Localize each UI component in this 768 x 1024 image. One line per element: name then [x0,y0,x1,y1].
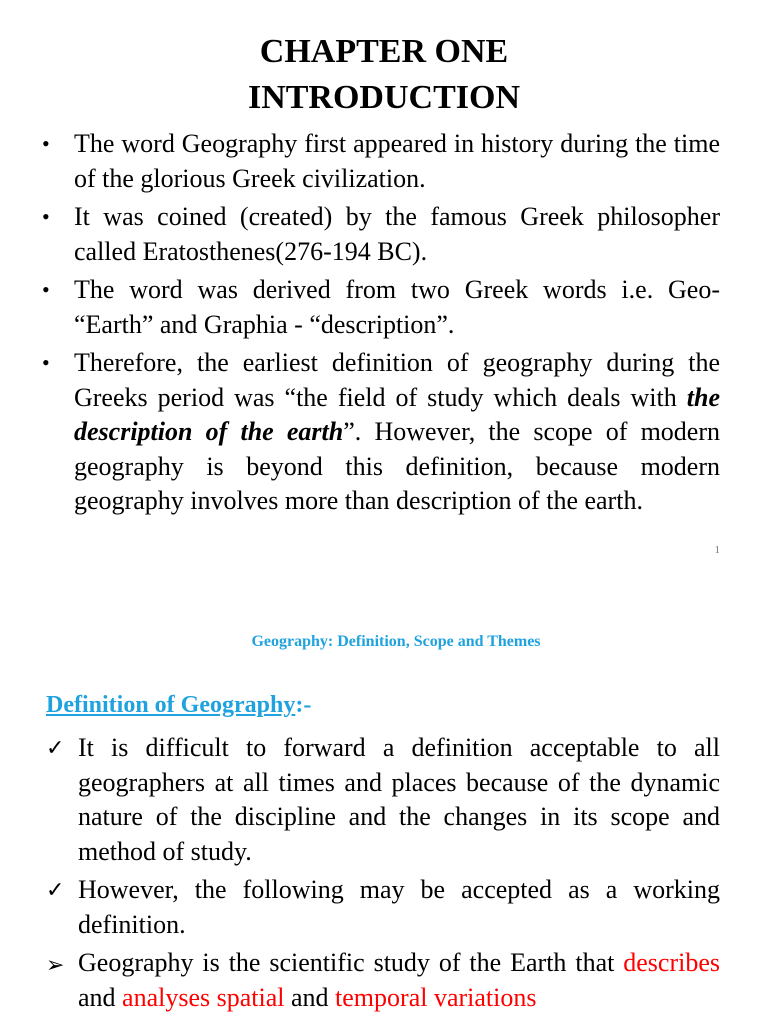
bullet-text-part: ”. However, the scope of modern geography is beyond this definition, because modern geography involves more than description of the earth. [74,417,720,515]
check-text: However, the following may be accepted as a working definition. [78,875,720,939]
definition-heading-link[interactable]: Definition of Geography [46,692,296,718]
list-item [46,946,720,1015]
bullet-dot-icon: • [42,131,50,156]
checkmark-icon: ✓ [46,877,65,902]
bullet-text-part: Therefore, the earliest definition of geography during the Greeks period was “the field of study which deals with [74,348,720,412]
list-item [46,731,720,869]
check-text: It is difficult to forward a definition acceptable to all geographers at all times and places because of the dynamic nature of the discipline and the changes in its scope and method of study. [78,733,720,866]
intro-bullet-list [42,127,720,519]
list-item [42,127,720,196]
highlight-text: temporal variations [335,982,537,1012]
emphasis-text: the description of the earth [74,382,720,446]
bullet-text: The word was derived from two Greek words i.e. Geo- “Earth” and Graphia - “description”. [74,275,720,339]
list-item [42,346,720,519]
chapter-title: CHAPTER ONE [259,33,509,70]
definition-heading-suffix: :- [295,692,312,718]
highlight-text: describes [623,948,720,977]
arrowhead-icon: ➢ [46,952,65,977]
definition-list [46,731,720,1015]
arrow-text-part: and [78,982,116,1012]
bullet-text [74,346,720,519]
list-item [42,273,720,342]
list-item [42,200,720,269]
section-title: INTRODUCTION [247,79,521,116]
arrow-text-part: and [291,982,329,1012]
checkmark-icon: ✓ [46,735,65,760]
bullet-dot-icon: • [42,350,50,375]
slide-subtitle: Geography: Definition, Scope and Themes [251,633,541,650]
bullet-dot-icon: • [42,277,50,302]
definition-heading [46,692,311,719]
list-item [46,873,720,942]
arrow-text-part: Geography is the scientific study of the Earth that [78,948,615,977]
bullet-text: It was coined (created) by the famous Greek philosopher called Eratosthenes(276-194 BC). [74,202,720,266]
bullet-text: The word Geography first appeared in history during the time of the glorious Greek civilization. [74,129,720,193]
arrow-text [78,946,720,1015]
page-number: 1 [714,544,720,556]
highlight-text: analyses spatial [122,982,285,1012]
bullet-dot-icon: • [42,204,50,229]
